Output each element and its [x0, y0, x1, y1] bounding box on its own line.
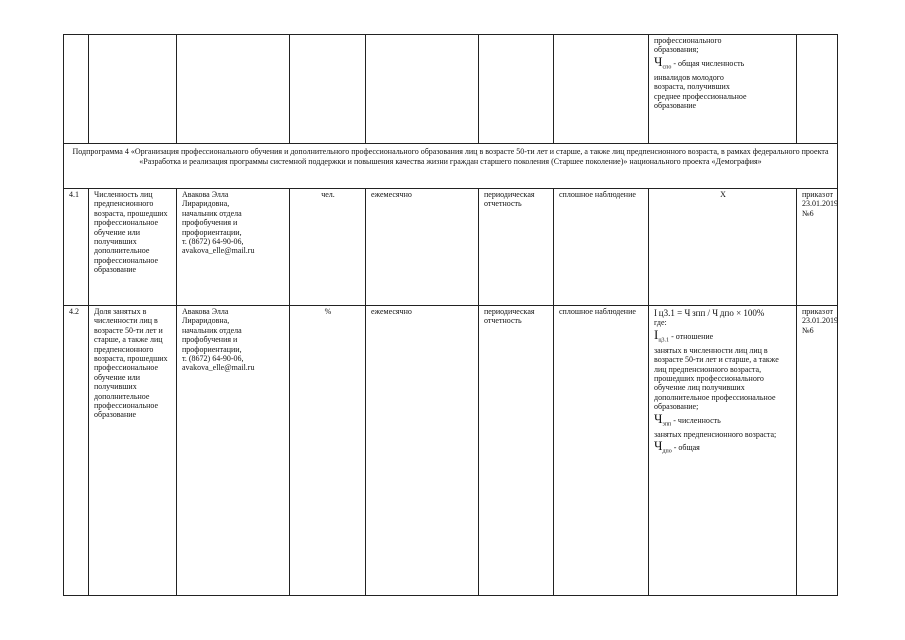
formula-where: где:	[654, 318, 667, 328]
frequency-cell: ежемесячно	[366, 306, 479, 596]
method-cell: Х	[649, 189, 797, 306]
responsible-line: Лиpаридовна,	[182, 199, 230, 209]
method-line: возраста, получивших	[654, 82, 730, 92]
observation-cell: сплошное наблюдение	[554, 189, 649, 306]
responsible-line: Авакова Элла	[182, 307, 229, 316]
symbol-sub: ц3.1	[658, 337, 670, 344]
formula: I ц3.1 = Ч зпп / Ч дпо × 100%	[654, 308, 765, 318]
responsible-line: avakova_elle@mail.ru	[182, 246, 255, 256]
subprogram-title: Подпрограмма 4 «Организация профессионального обучения и дополнительного профессионального образования лиц в возрасте 50-ти лет и старше, а также лиц предпенсионного возраста, в рамках федерального проекта «Разработка и реализация программы системной поддержки и повышения качества жизни граждан старшего поколения (Старшее поколение)» национального проекта «Демография»	[64, 144, 838, 189]
cell-empty	[64, 35, 89, 144]
responsible-line: профобучения и	[182, 218, 238, 228]
top-continuation-row	[64, 35, 838, 144]
indicator-name: Численность лиц предпенсионного возраста, прошедших профессиональное обучение или получивших дополнительное профессиональное образование	[89, 189, 177, 306]
method-line: профессионального	[654, 36, 722, 45]
symbol-main: Ч	[654, 53, 663, 69]
indicator-name: Доля занятых в численности лиц в возрасте 50-ти лет и старше, а также лиц предпенсионного возраста, прошедших профессиональное обучение или получивших дополнительное профессиональное образование	[89, 306, 177, 596]
responsible-cell	[177, 189, 290, 306]
cell-empty	[89, 35, 177, 144]
responsible-cell	[177, 306, 290, 596]
document-line	[802, 190, 833, 199]
reporting-cell: периодическая отчетность	[479, 306, 554, 596]
unit-cell: %	[290, 306, 366, 596]
subprogram-row	[64, 144, 838, 189]
cell-empty	[290, 35, 366, 144]
responsible-line: т. (8672) 64-90-06,	[182, 237, 244, 247]
symbol-desc: - общая	[671, 443, 700, 453]
document-type: приказ	[802, 307, 826, 316]
symbol-desc: - отношение	[669, 331, 714, 341]
symbol-main: Ч	[654, 438, 663, 454]
document-date: 23.01.2019	[802, 316, 838, 326]
method-line: инвалидов молодого	[654, 72, 724, 82]
cell-empty	[554, 35, 649, 144]
method-line: образование	[654, 101, 697, 111]
cell-empty	[797, 35, 838, 144]
responsible-line: профориентации,	[182, 344, 242, 354]
responsible-line: avakova_elle@mail.ru	[182, 363, 255, 373]
cell-empty	[177, 35, 290, 144]
document-from: от	[825, 190, 833, 199]
symbol-sub: дпо	[662, 448, 672, 455]
document-line	[802, 307, 833, 316]
cell-empty	[479, 35, 554, 144]
document-from: от	[825, 307, 833, 316]
symbol-main: Ч	[654, 410, 663, 426]
cell-empty	[366, 35, 479, 144]
document-number: №6	[802, 208, 814, 218]
responsible-line: начальник отдела	[182, 208, 242, 218]
document-cell	[797, 189, 838, 306]
document-date: 23.01.2019	[802, 199, 838, 209]
responsible-line: профобучения и	[182, 335, 238, 345]
document-cell	[797, 306, 838, 596]
table-row	[64, 189, 838, 306]
reporting-cell: периодическая отчетность	[479, 189, 554, 306]
symbol-text: занятых в численности лиц лиц в возрасте 50-ти лет и старше, а также лиц предпенсионного возраста, прошедших профессионального обучение лиц получивших дополнительное профессиональное образование;	[654, 345, 779, 412]
responsible-line: профориентации,	[182, 227, 242, 237]
symbol-line	[654, 438, 792, 457]
responsible-line: начальник отдела	[182, 325, 242, 335]
responsible-line: Лиpаридовна,	[182, 316, 230, 326]
method-cell-top	[649, 35, 797, 144]
document-number: №6	[802, 325, 814, 335]
method-line: среднее профессиональное	[654, 91, 747, 101]
row-number: 4.2	[64, 306, 89, 596]
symbol-line	[654, 410, 792, 430]
indicators-table	[63, 34, 838, 596]
method-line: образования;	[654, 45, 699, 55]
symbol-line	[654, 326, 792, 346]
responsible-line: Авакова Элла	[182, 190, 229, 199]
symbol-sub: зпп	[662, 421, 672, 428]
symbol-main: I	[654, 326, 659, 342]
row-number: 4.1	[64, 189, 89, 306]
symbol-desc: - общая численность	[671, 58, 745, 68]
responsible-line: т. (8672) 64-90-06,	[182, 354, 244, 364]
symbol-text: занятых предпенсионного возраста;	[654, 429, 777, 439]
symbol-desc: - численность	[671, 415, 721, 425]
symbol-line	[654, 53, 792, 73]
frequency-cell: ежемесячно	[366, 189, 479, 306]
method-cell	[649, 306, 797, 596]
symbol-sub: спо	[662, 64, 672, 71]
document-type: приказ	[802, 190, 826, 199]
table-row	[64, 306, 838, 596]
observation-cell: сплошное наблюдение	[554, 306, 649, 596]
unit-cell: чел.	[290, 189, 366, 306]
